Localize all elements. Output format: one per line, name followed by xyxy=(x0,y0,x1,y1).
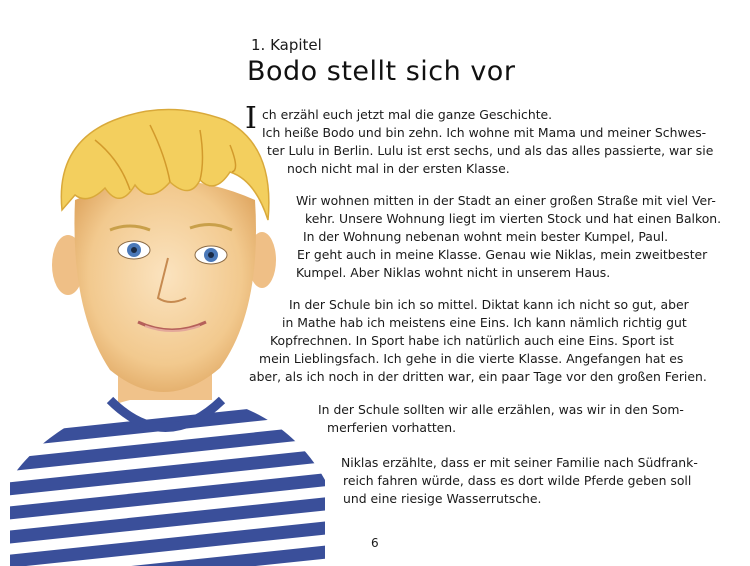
text-line: In der Schule sollten wir alle erzählen, was wir in den Som- xyxy=(318,402,684,417)
text-line: kehr. Unsere Wohnung liegt im vierten Stock und hat einen Balkon. xyxy=(305,211,722,226)
text-line: Kumpel. Aber Niklas wohnt nicht in unserem Haus. xyxy=(296,265,611,280)
text-line: Kopfrechnen. In Sport habe ich natürlich auch eine Eins. Sport ist xyxy=(270,333,674,348)
text-line: Ich heiße Bodo und bin zehn. Ich wohne mit Mama und meiner Schwes- xyxy=(262,125,707,140)
text-line: ter Lulu in Berlin. Lulu ist erst sechs, und als das alles passierte, war sie xyxy=(267,143,714,158)
chapter-title: Bodo stellt sich vor xyxy=(247,56,516,87)
text-line: in Mathe hab ich meistens eine Eins. Ich kann nämlich richtig gut xyxy=(282,315,687,330)
text-line: ch erzähl euch jetzt mal die ganze Geschichte. xyxy=(262,107,553,122)
text-line: und eine riesige Wasserrutsche. xyxy=(343,491,542,506)
text-line: Er geht auch in meine Klasse. Genau wie Niklas, mein zweitbester xyxy=(297,247,708,262)
text-line: In der Wohnung nebenan wohnt mein bester Kumpel, Paul. xyxy=(303,229,669,244)
text-line: merferien vorhatten. xyxy=(327,420,457,435)
page-number: 6 xyxy=(371,536,379,550)
text-line: aber, als ich noch in der dritten war, ein paar Tage vor den großen Ferien. xyxy=(249,369,707,384)
text-line: reich fahren würde, dass es dort wilde Pferde geben soll xyxy=(343,473,692,488)
text-line: mein Lieblingsfach. Ich gehe in die vierte Klasse. Angefangen hat es xyxy=(259,351,684,366)
chapter-label: 1. Kapitel xyxy=(251,36,322,54)
text-line: noch nicht mal in der ersten Klasse. xyxy=(287,161,510,176)
text-line: Wir wohnen mitten in der Stadt an einer großen Straße mit viel Ver- xyxy=(296,193,716,208)
drop-cap: I xyxy=(245,101,257,136)
text-line: Niklas erzählte, dass er mit seiner Familie nach Südfrank- xyxy=(341,455,698,470)
text-line: In der Schule bin ich so mittel. Diktat kann ich nicht so gut, aber xyxy=(289,297,689,312)
